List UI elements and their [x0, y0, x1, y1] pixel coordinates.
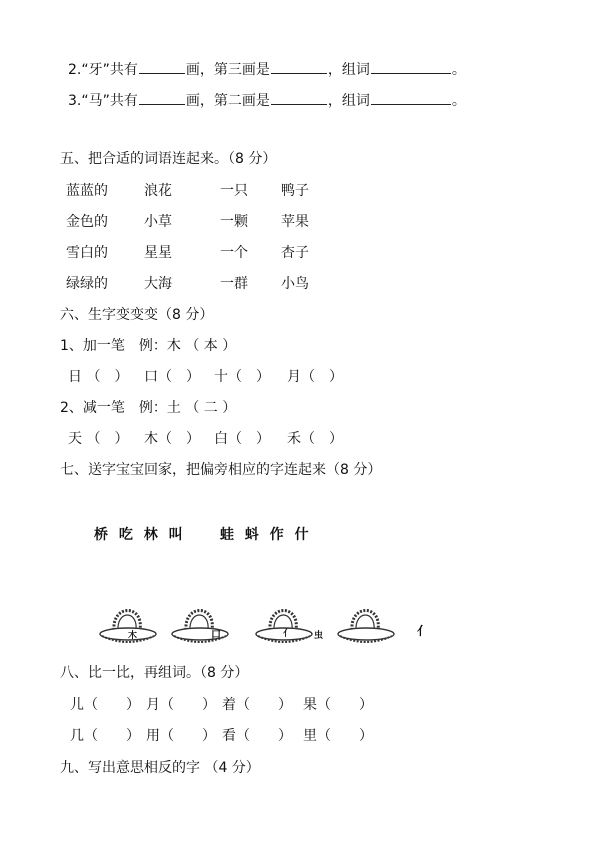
answer-slot[interactable]: 天 （ ） [68, 431, 129, 447]
compare-slot[interactable]: 儿（ ） [70, 697, 140, 713]
answer-slot[interactable]: 白（ ） [214, 431, 270, 447]
word[interactable]: 小草 [144, 214, 172, 230]
word[interactable]: 金色的 [66, 214, 108, 230]
blank-stroke[interactable] [271, 60, 327, 74]
compare-slot[interactable]: 着（ ） [222, 697, 292, 713]
word[interactable]: 一只 [220, 183, 248, 199]
word[interactable]: 苹果 [281, 214, 309, 230]
q4-item-2: 2.“牙”共有 画，第三画是 ，组词 。 [68, 62, 466, 78]
basket-label-person: 亻 [283, 629, 293, 639]
q6-sub-1: 1、加一笔 例：木 （ 本 ） [60, 338, 237, 354]
compare-slot[interactable]: 月（ ） [146, 697, 216, 713]
basket-label-insect: 虫 [314, 631, 324, 641]
word[interactable]: 雪白的 [66, 245, 108, 261]
basket-label-mouth: 口 [211, 630, 221, 641]
compare-slot[interactable]: 用（ ） [146, 728, 216, 744]
answer-slot[interactable]: 口（ ） [144, 369, 200, 385]
blank-word[interactable] [371, 60, 451, 74]
compare-slot[interactable]: 果（ ） [303, 697, 373, 713]
char-group-1[interactable]: 桥 吃 林 叫 [94, 527, 186, 543]
blank-stroke[interactable] [271, 91, 327, 105]
word[interactable]: 小鸟 [281, 276, 309, 292]
compare-slot[interactable]: 里（ ） [303, 728, 373, 744]
word[interactable]: 浪花 [144, 183, 172, 199]
word[interactable]: 鸭子 [281, 183, 309, 199]
word[interactable]: 蓝蓝的 [66, 183, 108, 199]
basket-icon[interactable] [168, 592, 232, 648]
compare-slot[interactable]: 看（ ） [222, 728, 292, 744]
blank-stroke-count[interactable] [139, 91, 185, 105]
blank-word[interactable] [371, 91, 451, 105]
answer-slot[interactable]: 禾（ ） [287, 431, 343, 447]
q6-title: 六、生字变变变（8 分） [60, 307, 214, 323]
blank-stroke-count[interactable] [139, 60, 185, 74]
answer-slot[interactable]: 十（ ） [214, 369, 270, 385]
word[interactable]: 大海 [144, 276, 172, 292]
q6-sub-2: 2、减一笔 例：土 （ 二 ） [60, 400, 237, 416]
q5-title: 五、把合适的词语连起来。（8 分） [60, 151, 277, 167]
answer-slot[interactable]: 木（ ） [144, 431, 200, 447]
compare-slot[interactable]: 几（ ） [70, 728, 140, 744]
char-group-2[interactable]: 蛙 蚪 作 什 [220, 527, 312, 543]
basket-icon[interactable] [334, 592, 398, 648]
word[interactable]: 一个 [220, 245, 248, 261]
basket-label-wood: 木 [128, 631, 138, 641]
q4-item-3: 3.“马”共有 画，第二画是 ，组词 。 [68, 93, 466, 109]
word[interactable]: 一颗 [220, 214, 248, 230]
q7-title: 七、送字宝宝回家，把偏旁相应的字连起来（8 分） [60, 462, 382, 478]
answer-slot[interactable]: 月（ ） [287, 369, 343, 385]
q9-title: 九、写出意思相反的字 （4 分） [60, 760, 260, 776]
word[interactable]: 星星 [144, 245, 172, 261]
word[interactable]: 绿绿的 [66, 276, 108, 292]
word[interactable]: 一群 [220, 276, 248, 292]
word[interactable]: 杏子 [281, 245, 309, 261]
extra-radical: 亻 [417, 624, 430, 638]
answer-slot[interactable]: 日 （ ） [68, 369, 129, 385]
basket-icon[interactable] [252, 592, 316, 648]
q8-title: 八、比一比，再组词。（8 分） [60, 665, 249, 681]
